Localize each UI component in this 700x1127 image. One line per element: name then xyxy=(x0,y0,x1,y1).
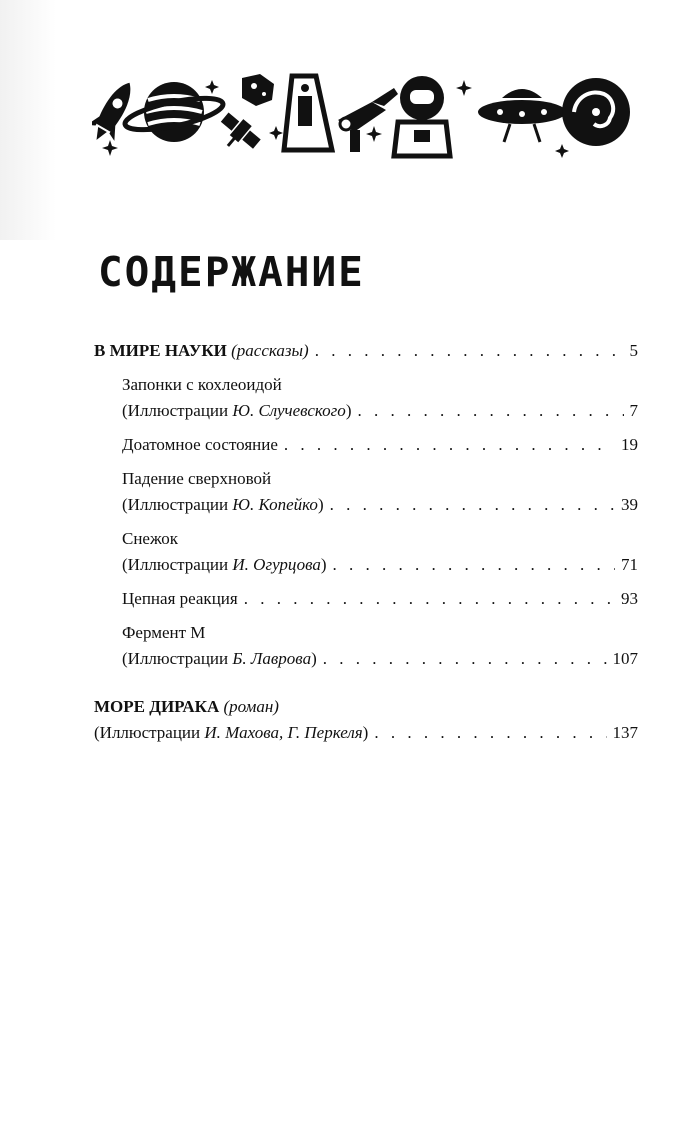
dot-leader xyxy=(323,646,607,672)
page-number: 7 xyxy=(629,401,638,420)
toc-entry[interactable] xyxy=(94,620,638,672)
entry-title: Фермент М xyxy=(122,623,206,642)
space-illustration-banner xyxy=(92,70,632,160)
entry-title: Доатомное состояние xyxy=(122,435,278,454)
dot-leader xyxy=(374,720,606,746)
page-number: 137 xyxy=(612,723,638,742)
page-number: 71 xyxy=(621,555,638,574)
dot-leader xyxy=(315,338,624,364)
toc-entry[interactable] xyxy=(94,372,638,424)
section-title: В МИРЕ НАУКИ xyxy=(94,341,227,360)
entry-title: Запонки с кохлеоидой xyxy=(122,375,282,394)
planet-icon xyxy=(123,82,226,142)
toc-entry[interactable] xyxy=(94,466,638,518)
section-note: (роман) xyxy=(223,697,279,716)
dot-leader xyxy=(333,552,615,578)
dot-leader xyxy=(330,492,615,518)
page-number: 93 xyxy=(621,589,638,608)
toc-entry[interactable] xyxy=(94,586,638,612)
page-title: СОДЕРЖАНИЕ xyxy=(98,248,365,296)
entry-illustrator: (Иллюстрации И. Огурцова) xyxy=(122,555,327,574)
toc-entry[interactable] xyxy=(94,432,638,458)
section-note: (рассказы) xyxy=(231,341,309,360)
entry-title: Снежок xyxy=(122,529,179,548)
entry-title: Цепная реакция xyxy=(122,589,238,608)
entry-title: Падение сверхновой xyxy=(122,469,272,488)
dot-leader xyxy=(284,432,615,458)
ray-gun-icon xyxy=(338,88,398,152)
section-title: МОРЕ ДИРАКА xyxy=(94,697,220,716)
satellite-icon xyxy=(212,109,263,159)
toc-section-heading[interactable] xyxy=(94,694,638,746)
dot-leader xyxy=(244,586,615,612)
toc-section-heading[interactable] xyxy=(94,338,638,364)
entry-illustrator: (Иллюстрации И. Махова, Г. Перкеля) xyxy=(94,723,369,742)
dot-leader xyxy=(357,398,623,424)
spaceship-icon xyxy=(284,76,332,150)
page-number: 39 xyxy=(621,495,638,514)
ufo-icon xyxy=(478,89,566,142)
asteroid-icon xyxy=(242,74,274,106)
page-number: 5 xyxy=(629,341,638,360)
page-number: 107 xyxy=(612,649,638,668)
table-of-contents xyxy=(94,338,638,754)
entry-illustrator: (Иллюстрации Ю. Копейко) xyxy=(122,495,324,514)
galaxy-icon xyxy=(562,78,630,146)
entry-illustrator: (Иллюстрации Б. Лаврова) xyxy=(122,649,317,668)
page-number: 19 xyxy=(621,435,638,454)
page-edge-shade xyxy=(0,0,56,240)
toc-entry[interactable] xyxy=(94,526,638,578)
entry-illustrator: (Иллюстрации Ю. Случевского) xyxy=(122,401,352,420)
astronaut-icon xyxy=(394,76,450,156)
